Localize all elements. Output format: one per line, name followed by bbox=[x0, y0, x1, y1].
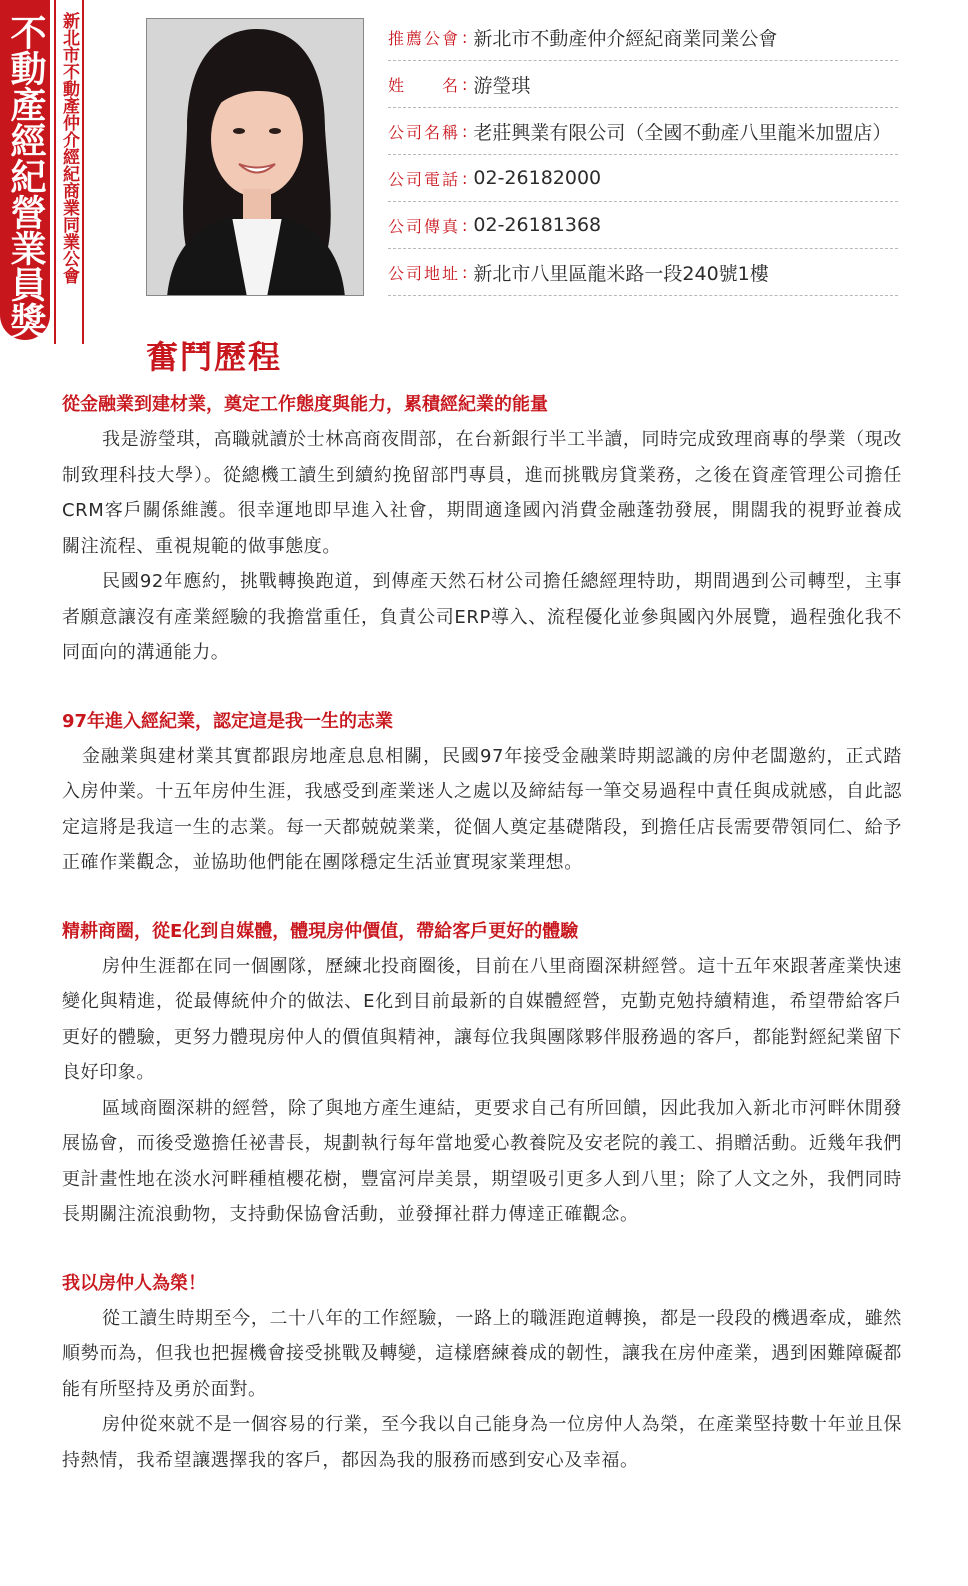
paragraph: 從工讀生時期至今，二十八年的工作經驗，一路上的職涯跑道轉換，都是一段段的機遇牽成，雖然順勢而為，但我也把握機會接受挑戰及轉變，這樣磨練養成的韌性，讓我在房仲產業，遇到困難障礙都能有所堅持及勇於面對。 bbox=[62, 1307, 902, 1400]
info-label: 公司傳真 bbox=[388, 216, 458, 236]
page-title: 奮鬥歷程 bbox=[146, 338, 283, 376]
info-value: 02-26181368 bbox=[473, 214, 602, 236]
paragraph: 區域商圈深耕的經營，除了與地方產生連結，更要求自己有所回饋，因此我加入新北市河畔休閒發展協會，而後受邀擔任祕書長，規劃執行每年當地愛心教養院及安老院的義工、捐贈活動。近幾年我們更計畫性地在淡水河畔種植櫻花樹，豐富河岸美景，期望吸引更多人到八里；除了人文之外，我們同時長期關注流浪動物，支持動保協會活動，並發揮社群力傳達正確觀念。 bbox=[62, 1097, 902, 1225]
paragraph: 民國92年應約，挑戰轉換跑道，到傳產天然石材公司擔任總經理特助，期間遇到公司轉型，主事者願意讓沒有產業經驗的我擔當重任，負責公司ERP導入、流程優化並參與國內外展覽，過程強化我不同面向的溝通能力。 bbox=[62, 571, 902, 663]
info-row-name: 姓名 : 游瑩琪 bbox=[388, 61, 898, 108]
info-value: 02-26182000 bbox=[473, 167, 602, 189]
info-value: 新北市不動產仲介經紀商業同業公會 bbox=[473, 27, 778, 50]
info-label: 推薦公會 bbox=[388, 28, 458, 48]
association-banner bbox=[54, 0, 84, 344]
info-row-association: 推薦公會 : 新北市不動產仲介經紀商業同業公會 bbox=[388, 14, 898, 61]
info-label: 公司電話 bbox=[388, 169, 458, 189]
info-row-company: 公司名稱 : 老莊興業有限公司（全國不動產八里龍米加盟店） bbox=[388, 108, 898, 155]
info-value: 老莊興業有限公司（全國不動產八里龍米加盟店） bbox=[473, 121, 892, 144]
association-name: 新北市不動產仲介經紀商業同業公會 bbox=[59, 12, 79, 284]
paragraph: 金融業與建材業其實都跟房地產息息相關，民國97年接受金融業時期認識的房仲老闆邀約，正式踏入房仲業。十五年房仲生涯，我感受到產業迷人之處以及締結每一筆交易過程中責任與成就感，自此認定這將是我這一生的志業。每一天都兢兢業業，從個人奠定基礎階段，到擔任店長需要帶領同仁、給予正確作業觀念，並協助他們能在團隊穩定生活並實現家業理想。 bbox=[62, 745, 902, 873]
story-content bbox=[62, 388, 902, 1478]
info-label: 公司名稱 bbox=[388, 122, 458, 142]
info-row-fax: 公司傳真 : 02-26181368 bbox=[388, 202, 898, 249]
paragraph: 房仲從來就不是一個容易的行業，至今我以自己能身為一位房仲人為榮，在產業堅持數十年並且保持熱情，我希望讓選擇我的客戶，都因為我的服務而感到安心及幸福。 bbox=[62, 1414, 902, 1471]
info-label: 姓名 bbox=[388, 75, 458, 95]
info-value: 游瑩琪 bbox=[473, 74, 531, 97]
info-value: 新北市八里區龍米路一段240號1樓 bbox=[473, 262, 769, 285]
section-title: 從金融業到建材業，奠定工作態度與能力，累積經紀業的能量 bbox=[62, 394, 548, 415]
section-title: 97年進入經紀業，認定這是我一生的志業 bbox=[62, 710, 394, 732]
portrait-illustration bbox=[147, 19, 364, 296]
info-row-phone: 公司電話 : 02-26182000 bbox=[388, 155, 898, 202]
info-label: 公司地址 bbox=[388, 263, 458, 283]
paragraph: 我是游瑩琪，高職就讀於士林高商夜間部，在台新銀行半工半讀，同時完成致理商專的學業（現改制致理科技大學）。從總機工讀生到續約挽留部門專員，進而挑戰房貸業務，之後在資產管理公司擔任CRM客戶關係維護。很幸運地即早進入社會，期間適逢國內消費金融蓬勃發展，開闊我的視野並養成關注流程、重視規範的做事態度。 bbox=[62, 429, 902, 557]
paragraph: 房仲生涯都在同一個團隊，歷練北投商圈後，目前在八里商圈深耕經營。這十五年來跟著產業快速變化與精進，從最傳統仲介的做法、E化到目前最新的自媒體經營，克勤克勉持續精進，希望帶給客戶更好的體驗，更努力體現房仲人的價值與精神，讓每位我與團隊夥伴服務過的客戶，都能對經紀業留下良好印象。 bbox=[62, 955, 902, 1083]
award-banner bbox=[0, 0, 50, 340]
award-title: 不動產經紀營業員獎 bbox=[5, 14, 46, 338]
profile-info bbox=[388, 14, 898, 296]
info-row-address: 公司地址 : 新北市八里區龍米路一段240號1樓 bbox=[388, 249, 898, 296]
portrait-photo bbox=[146, 18, 364, 296]
section-title: 精耕商圈，從E化到自媒體，體現房仲價值，帶給客戶更好的體驗 bbox=[62, 920, 579, 942]
section-title: 我以房仲人為榮！ bbox=[62, 1272, 206, 1294]
